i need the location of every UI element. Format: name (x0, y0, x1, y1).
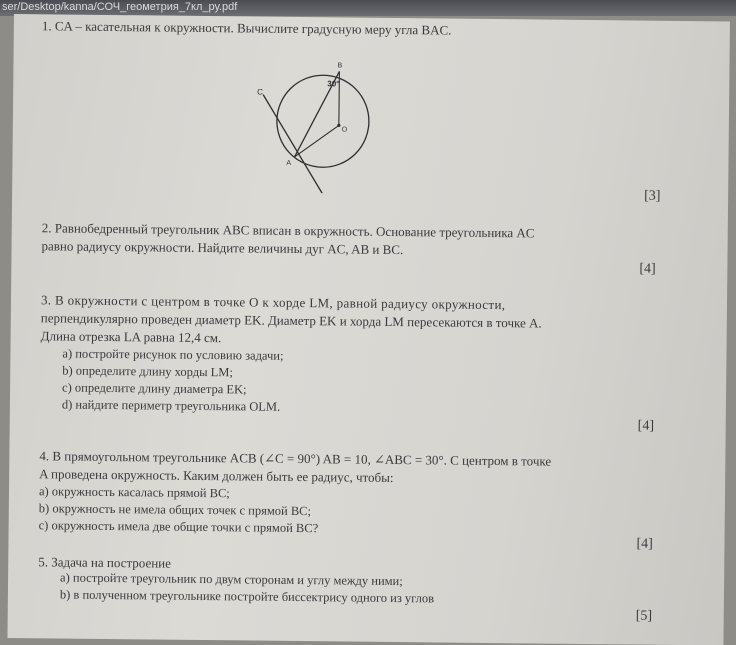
window-path-bar (0, 0, 736, 16)
angle-label: 30° (327, 79, 340, 89)
label-b: B (337, 62, 343, 70)
task3-option-a: a) постройте рисунок по условию задачи; (62, 346, 284, 363)
task3-points: [4] (637, 418, 655, 434)
task5-option-a: a) постройте треугольник по двум сторонам и углу между ними; (60, 570, 403, 589)
task3-line3: Длина отрезка LA равна 12,4 см. (40, 328, 222, 346)
task4-option-b: b) окружность не имела общих точек с прямой BC; (38, 501, 312, 519)
file-path-text: ser/Desktop/kanna/СОЧ_геометрия_7кл_ру.pdf (2, 1, 238, 13)
label-o: O (341, 126, 348, 134)
task1-points: [3] (644, 188, 661, 204)
label-c: C (257, 87, 264, 97)
task3-option-d: d) найдите периметр треугольника OLM. (61, 397, 281, 414)
tangent-line (262, 95, 323, 194)
label-a: A (286, 159, 292, 167)
task3-line2: перпендикулярно проведен диаметр EK. Диаметр EK и хорда LM пересекаются в точке A. (40, 310, 542, 331)
task5-points: [5] (635, 608, 653, 624)
task2-line2: равно радиусу окружности. Найдите величины дуг AC, AB и BC. (41, 238, 404, 258)
task5-option-b: b) в полученном треугольнике постройте биссектрису одного из углов (59, 587, 435, 606)
worksheet-page (7, 14, 729, 645)
task5-title: 5. Задача на построение (38, 554, 172, 571)
task2-line1: 2. Равнобедренный треугольник ABC вписан в окружность. Основание треугольника AC (41, 220, 535, 241)
task1-figure (242, 52, 393, 194)
task3-option-b: b) определите длину хорды LM; (62, 363, 233, 380)
task4-option-c: c) окружность имела две общие точки с прямой BC? (38, 518, 319, 536)
task4-line1: 4. В прямоугольном треугольнике ACB (∠C = 90°) AB = 10, ∠ABC = 30°. С центром в точке (39, 448, 552, 469)
task4-option-a: a) окружность касалась прямой BC; (38, 484, 230, 501)
circle-shape (276, 75, 369, 168)
task3-option-c: c) определите длину диаметра EK; (62, 380, 247, 397)
task4-line2: A проведена окружность. Каким должен быть ее радиус, чтобы: (39, 466, 394, 485)
radius-ao (295, 125, 339, 157)
task1-text: 1. CA – касательная к окружности. Вычислите градусную меру угла BAC. (41, 18, 452, 38)
task2-points: [4] (639, 261, 656, 277)
task3-line1: 3. В окружности с центром в точке O к хорде LM, равной радиусу окружности, (40, 292, 506, 313)
task4-points: [4] (636, 536, 653, 552)
